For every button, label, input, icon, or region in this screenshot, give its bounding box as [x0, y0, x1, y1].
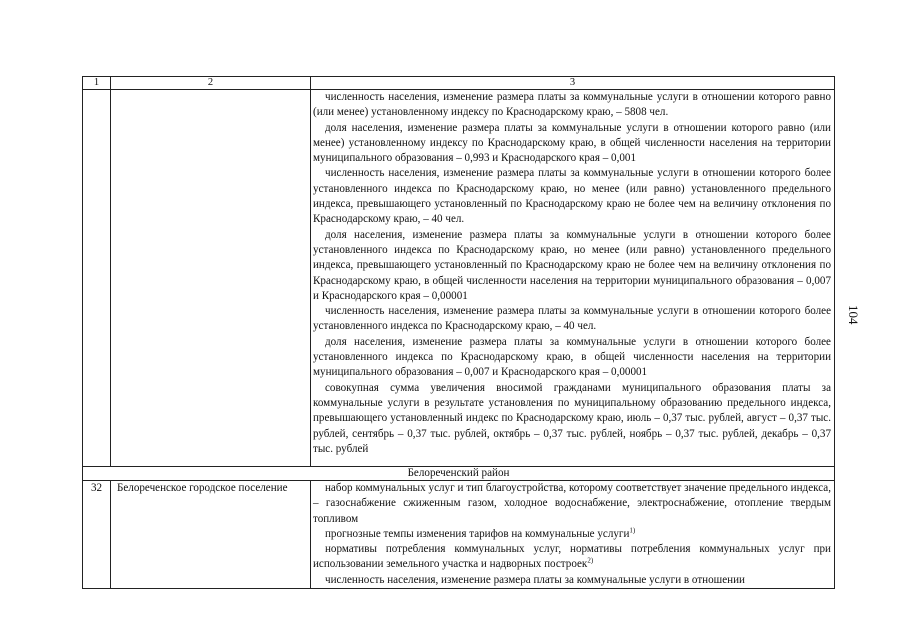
entry-row — [83, 481, 835, 589]
entry-name: Белореченское городское поселение — [111, 481, 311, 589]
column-header-row — [83, 77, 835, 90]
page-number: 104 — [846, 305, 861, 325]
entry-content-cell — [311, 481, 835, 589]
paragraph-population-partial: численность населения, изменение размера платы за коммунальные услуги в отношении — [325, 573, 745, 586]
column-number-1: 1 — [83, 77, 111, 90]
paragraph-total-increase: совокупная сумма увеличения вносимой гражданами муниципального образования платы за коммунальные услуги в результате установления по муниципальному образованию предельного индекса, превышающего установленный индекс по Краснодарскому краю, июль – 0,37 тыс. рублей, август – 0,37 тыс. рублей, сентябрь – 0,37 тыс. рублей, октябрь – 0,37 тыс. рублей, ноябрь – 0,37 тыс. рублей, декабрь – 0,37 тыс. рублей — [313, 381, 831, 455]
continuation-content-cell — [311, 90, 835, 467]
district-heading: Белореченский район — [83, 467, 835, 481]
paragraph-consumption-norms — [311, 542, 834, 573]
footnote-mark-1: 1) — [629, 526, 636, 535]
paragraph-share-above-index: доля населения, изменение размера платы за коммунальные услуги в отношении которого более установленного индекса по Краснодарскому краю, в общей численности населения на территории муниципального образования – 0,007 и Краснодарского края – 0,00001 — [313, 335, 831, 379]
tariff-rates-text: прогнозные темпы изменения тарифов на коммунальные услуги — [325, 527, 630, 540]
consumption-norms-text: нормативы потребления коммунальных услуг, нормативы потребления коммунальных услуг при использовании земельного участка и надворных построек — [313, 543, 831, 571]
continuation-row — [83, 90, 835, 467]
continuation-number-cell — [83, 90, 111, 467]
document-table — [82, 76, 835, 589]
district-row — [83, 467, 835, 481]
entry-number: 32 — [83, 481, 111, 589]
paragraph-tariff-rates — [311, 527, 834, 542]
continuation-name-cell — [111, 90, 311, 467]
column-number-2: 2 — [111, 77, 311, 90]
paragraph-service-set: набор коммунальных услуг и тип благоустройства, которому соответствует значение предельного индекса, – газоснабжение сжиженным газом, холодное водоснабжение, электроснабжение, отопление твердым топливом — [313, 482, 831, 525]
paragraph-share-equal-index: доля населения, изменение размера платы за коммунальные услуги в отношении которого равно (или менее) установленному индексу по Краснодарскому краю, в общей численности населения на территории муниципального образования – 0,993 и Краснодарского края – 0,001 — [313, 121, 831, 165]
footnote-mark-2: 2) — [587, 556, 594, 565]
paragraph-population-equal-index: численность населения, изменение размера платы за коммунальные услуги в отношении которого равно (или менее) установленному индексу по Краснодарскому краю, – 5808 чел. — [313, 91, 831, 119]
paragraph-population-above-index: численность населения, изменение размера платы за коммунальные услуги в отношении которого более установленного индекса по Краснодарскому краю, – 40 чел. — [313, 305, 831, 333]
column-number-3: 3 — [311, 77, 835, 90]
paragraph-population-within-limit: численность населения, изменение размера платы за коммунальные услуги в отношении которого более установленного индекса по Краснодарскому краю, но менее (или равно) установленного предельного индекса, превышающего установленный по Краснодарскому краю не более чем на величину отклонения по Краснодарскому краю, – 40 чел. — [313, 167, 831, 226]
paragraph-share-within-limit: доля населения, изменение размера платы за коммунальные услуги в отношении которого более установленного индекса по Краснодарскому краю, но менее (или равно) установленного предельного индекса, превышающего установленный по Краснодарскому краю не более чем на величину отклонения по Краснодарскому краю, в общей численности населения на территории муниципального образования – 0,007 и Краснодарского края – 0,00001 — [313, 228, 831, 302]
